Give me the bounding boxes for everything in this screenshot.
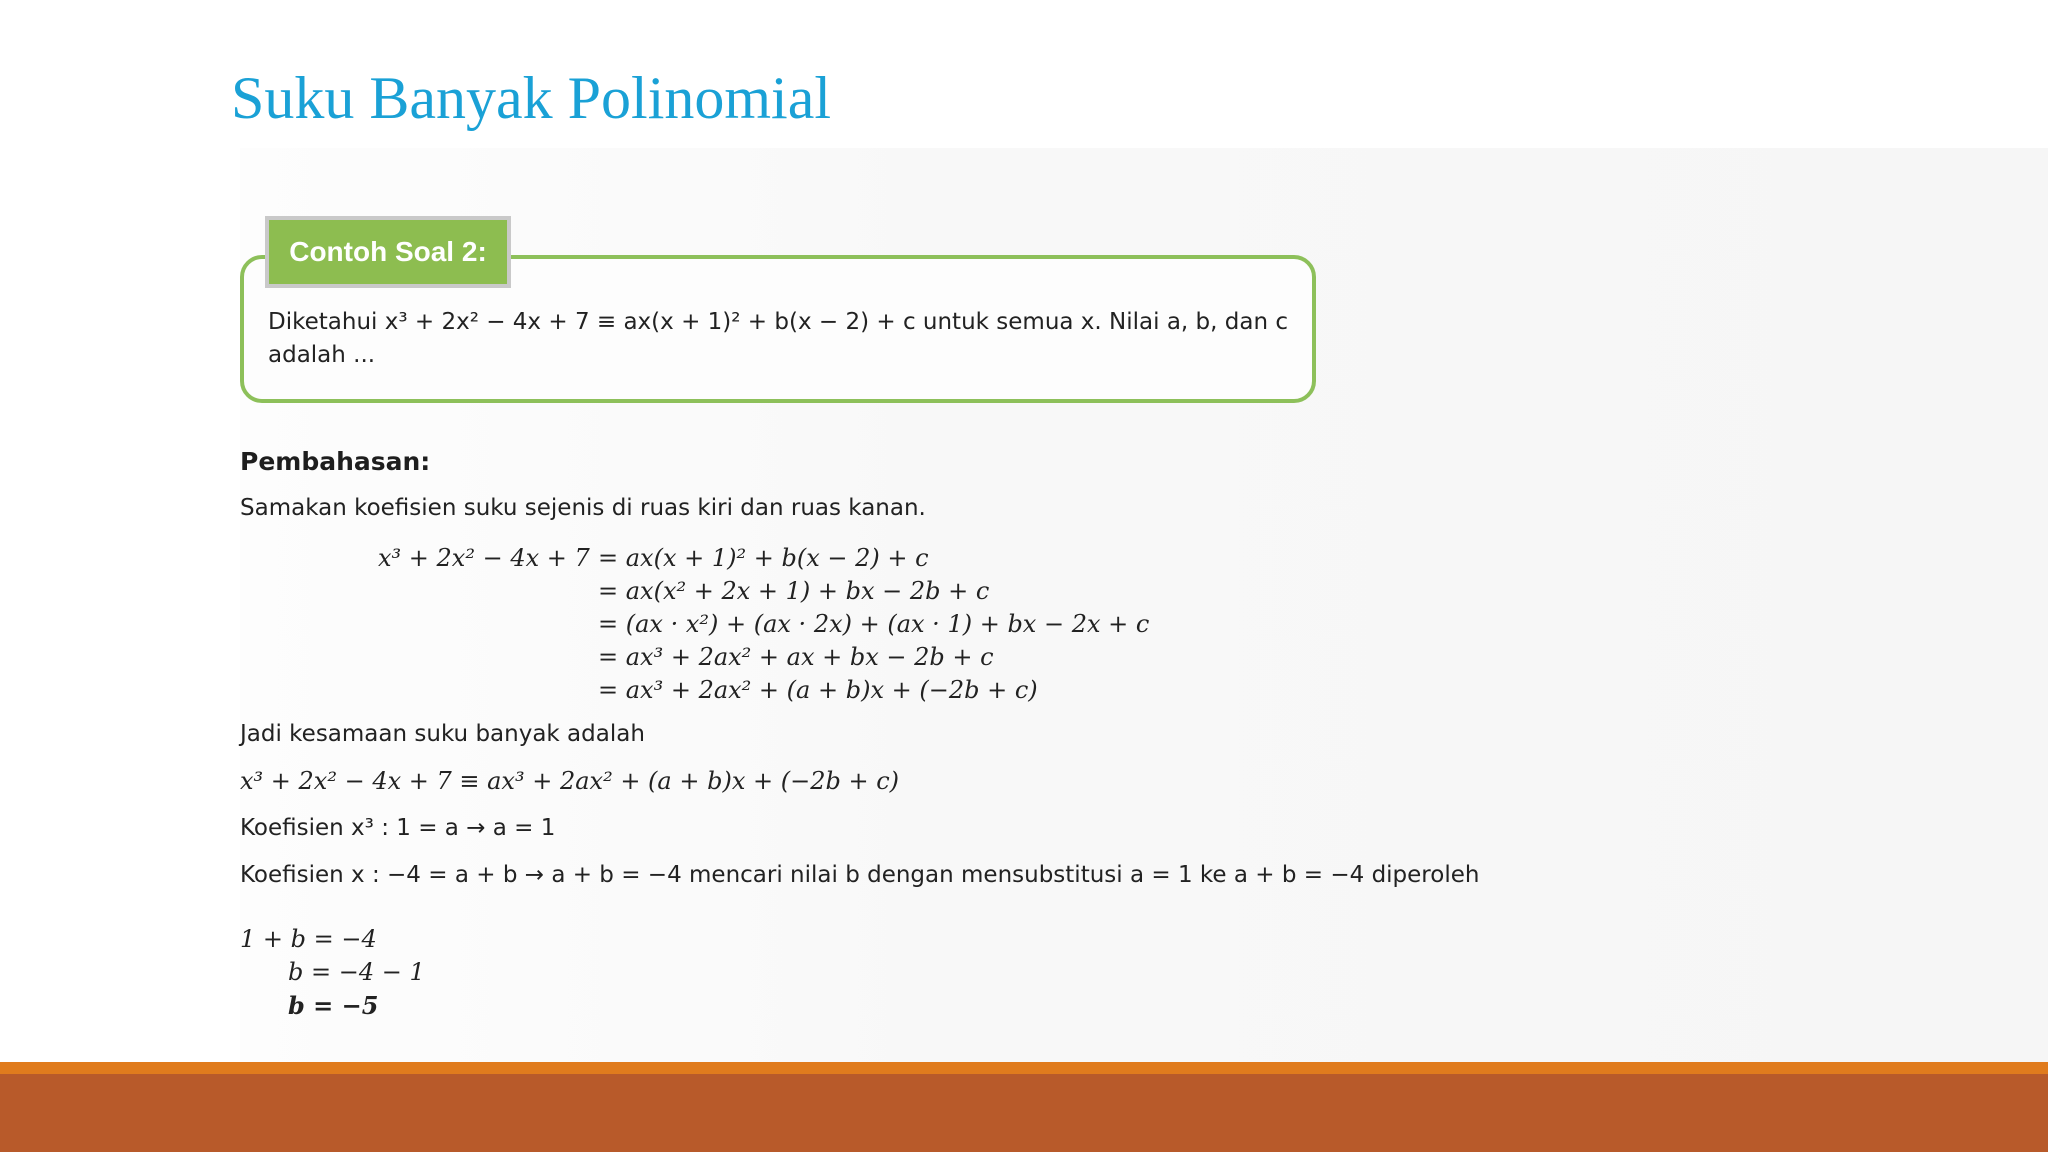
derivation-lhs: x³ + 2x² − 4x + 7 [378,544,590,572]
derivation-step: = ax(x² + 2x + 1) + bx − 2b + c [598,577,990,605]
solution-heading: Pembahasan: [240,447,431,476]
footer-bar [0,1074,2048,1152]
calc-line: b = −4 − 1 [288,958,425,986]
derivation-step: = (ax · x²) + (ax · 2x) + (ax · 1) + bx − 2x + c [598,610,1150,638]
question-tab [265,216,511,288]
calc-line: 1 + b = −4 [240,925,377,953]
footer-accent-line [0,1062,2048,1074]
derivation-step: = ax³ + 2ax² + (a + b)x + (−2b + c) [598,676,1038,704]
question-text: Diketahui x³ + 2x² − 4x + 7 ≡ ax(x + 1)² + b(x − 2) + c untuk semua x. Nilai a, b, dan c adalah ... [268,309,1288,368]
question-tab-label: Contoh Soal 2: [269,220,507,284]
derivation-step: = ax³ + 2ax² + ax + bx − 2b + c [598,643,994,671]
identity-equation: x³ + 2x² − 4x + 7 ≡ ax³ + 2ax² + (a + b)x + (−2b + c) [240,767,900,795]
solution-intro: Samakan koefisien suku sejenis di ruas kiri dan ruas kanan. [240,495,926,521]
derivation-step: = ax(x + 1)² + b(x − 2) + c [598,544,929,572]
coefficient-x-line: Koefisien x : −4 = a + b → a + b = −4 mencari nilai b dengan mensubstitusi a = 1 ke a + b = −4 diperoleh [240,862,1480,888]
conclusion-label: Jadi kesamaan suku banyak adalah [240,721,645,747]
calc-result: b = −5 [288,991,379,1020]
slide-title: Suku Banyak Polinomial [231,65,831,131]
coefficient-x3-line: Koefisien x³ : 1 = a → a = 1 [240,815,556,841]
